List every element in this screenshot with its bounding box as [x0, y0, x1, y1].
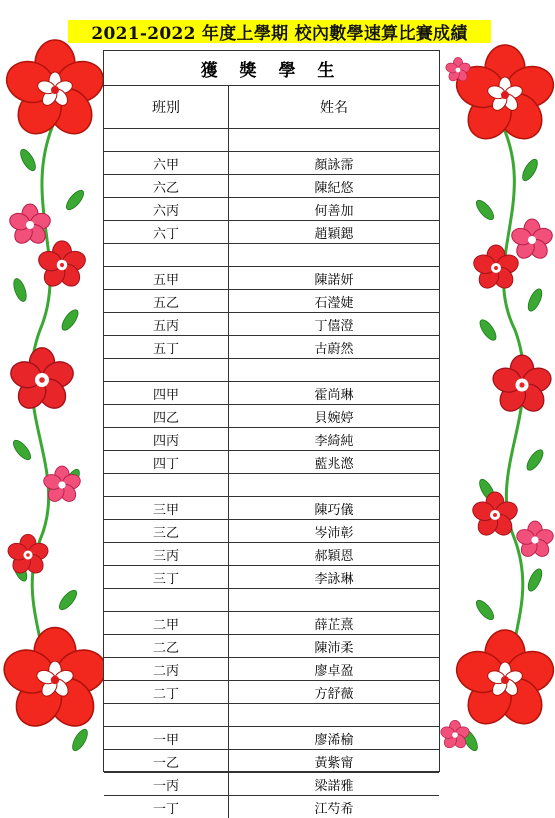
table-row	[104, 727, 439, 750]
class-cell	[104, 129, 229, 151]
table-row	[104, 405, 439, 428]
table-row	[104, 382, 439, 405]
table-row	[104, 152, 439, 175]
student-name-cell: 薛芷熹	[314, 617, 354, 633]
table-row	[104, 750, 439, 773]
student-name-cell: 廖卓盈	[314, 663, 354, 679]
table-row	[104, 175, 439, 198]
student-name-cell: 李詠琳	[314, 571, 354, 587]
table-row	[104, 566, 439, 589]
table-row	[104, 635, 439, 658]
student-name-cell: 岑沛彰	[314, 525, 354, 541]
table-spacer-row	[104, 589, 439, 612]
class-cell: 六丁	[104, 221, 229, 243]
table-row	[104, 221, 439, 244]
table-row	[104, 773, 439, 796]
student-name-cell	[229, 704, 439, 726]
column-header-class: 班別	[104, 86, 229, 128]
table-header-row	[104, 86, 439, 129]
class-cell: 六丙	[104, 198, 229, 220]
table-spacer-row	[104, 129, 439, 152]
student-name-cell: 藍兆滺	[314, 456, 354, 472]
table-row	[104, 497, 439, 520]
class-cell: 五丁	[104, 336, 229, 358]
column-header-name: 姓名	[320, 100, 348, 116]
student-name-cell: 貝婉婷	[314, 410, 354, 426]
student-name-cell: 趙穎鍶	[314, 226, 354, 242]
student-name-cell: 方舒薇	[314, 686, 354, 702]
student-name-cell: 石瀅婕	[314, 295, 354, 311]
class-cell	[104, 704, 229, 726]
table-body	[104, 129, 439, 818]
class-cell: 四乙	[104, 405, 229, 427]
student-name-cell	[229, 359, 439, 381]
table-spacer-row	[104, 359, 439, 382]
student-name-cell: 霍尚琳	[314, 387, 354, 403]
student-name-cell: 何善加	[314, 203, 354, 219]
class-cell: 二丁	[104, 681, 229, 703]
results-table	[103, 50, 440, 817]
student-name-cell: 陳巧儀	[314, 502, 354, 518]
class-cell: 三乙	[104, 520, 229, 542]
table-row	[104, 658, 439, 681]
class-cell: 一甲	[104, 727, 229, 749]
table-row	[104, 451, 439, 474]
class-cell	[104, 474, 229, 496]
student-name-cell: 江芍希	[314, 801, 354, 817]
table-spacer-row	[104, 704, 439, 727]
student-name-cell	[229, 589, 439, 611]
student-name-cell: 陳紀悠	[314, 180, 354, 196]
student-name-cell: 丁僖澄	[314, 318, 354, 334]
student-name-cell: 顏詠霈	[314, 157, 354, 173]
table-row	[104, 612, 439, 635]
class-cell: 三丁	[104, 566, 229, 588]
class-cell: 五乙	[104, 290, 229, 312]
student-name-cell: 陳諾妍	[314, 272, 354, 288]
table-row	[104, 681, 439, 704]
class-cell: 一丙	[104, 773, 229, 795]
table-row	[104, 796, 439, 818]
table-spacer-row	[104, 474, 439, 497]
class-cell: 六甲	[104, 152, 229, 174]
table-row	[104, 336, 439, 359]
table-row	[104, 428, 439, 451]
student-name-cell: 廖浠榆	[314, 732, 354, 748]
class-cell	[104, 244, 229, 266]
class-cell: 三甲	[104, 497, 229, 519]
class-cell: 一丁	[104, 796, 229, 818]
class-cell: 一乙	[104, 750, 229, 772]
class-cell: 四甲	[104, 382, 229, 404]
student-name-cell: 陳沛柔	[314, 640, 354, 656]
table-row	[104, 290, 439, 313]
class-cell: 二丙	[104, 658, 229, 680]
table-row	[104, 198, 439, 221]
class-cell: 三丙	[104, 543, 229, 565]
table-heading: 獲 獎 學 生	[104, 51, 439, 86]
student-name-cell	[229, 474, 439, 496]
table-spacer-row	[104, 244, 439, 267]
student-name-cell: 郝穎恩	[314, 548, 354, 564]
class-cell: 二甲	[104, 612, 229, 634]
table-row	[104, 313, 439, 336]
student-name-cell: 梁諾雅	[314, 778, 354, 794]
class-cell	[104, 359, 229, 381]
table-row	[104, 267, 439, 290]
student-name-cell	[229, 244, 439, 266]
page-title: 2021-2022 年度上學期 校內數學速算比賽成績	[68, 20, 491, 43]
class-cell: 六乙	[104, 175, 229, 197]
class-cell: 二乙	[104, 635, 229, 657]
class-cell	[104, 589, 229, 611]
student-name-cell	[229, 129, 439, 151]
table-row	[104, 543, 439, 566]
student-name-cell: 古蔚然	[314, 341, 354, 357]
class-cell: 四丁	[104, 451, 229, 473]
student-name-cell: 黃紫甯	[314, 755, 354, 771]
class-cell: 五甲	[104, 267, 229, 289]
class-cell: 五丙	[104, 313, 229, 335]
class-cell: 四丙	[104, 428, 229, 450]
student-name-cell: 李綺純	[314, 433, 354, 449]
table-row	[104, 520, 439, 543]
